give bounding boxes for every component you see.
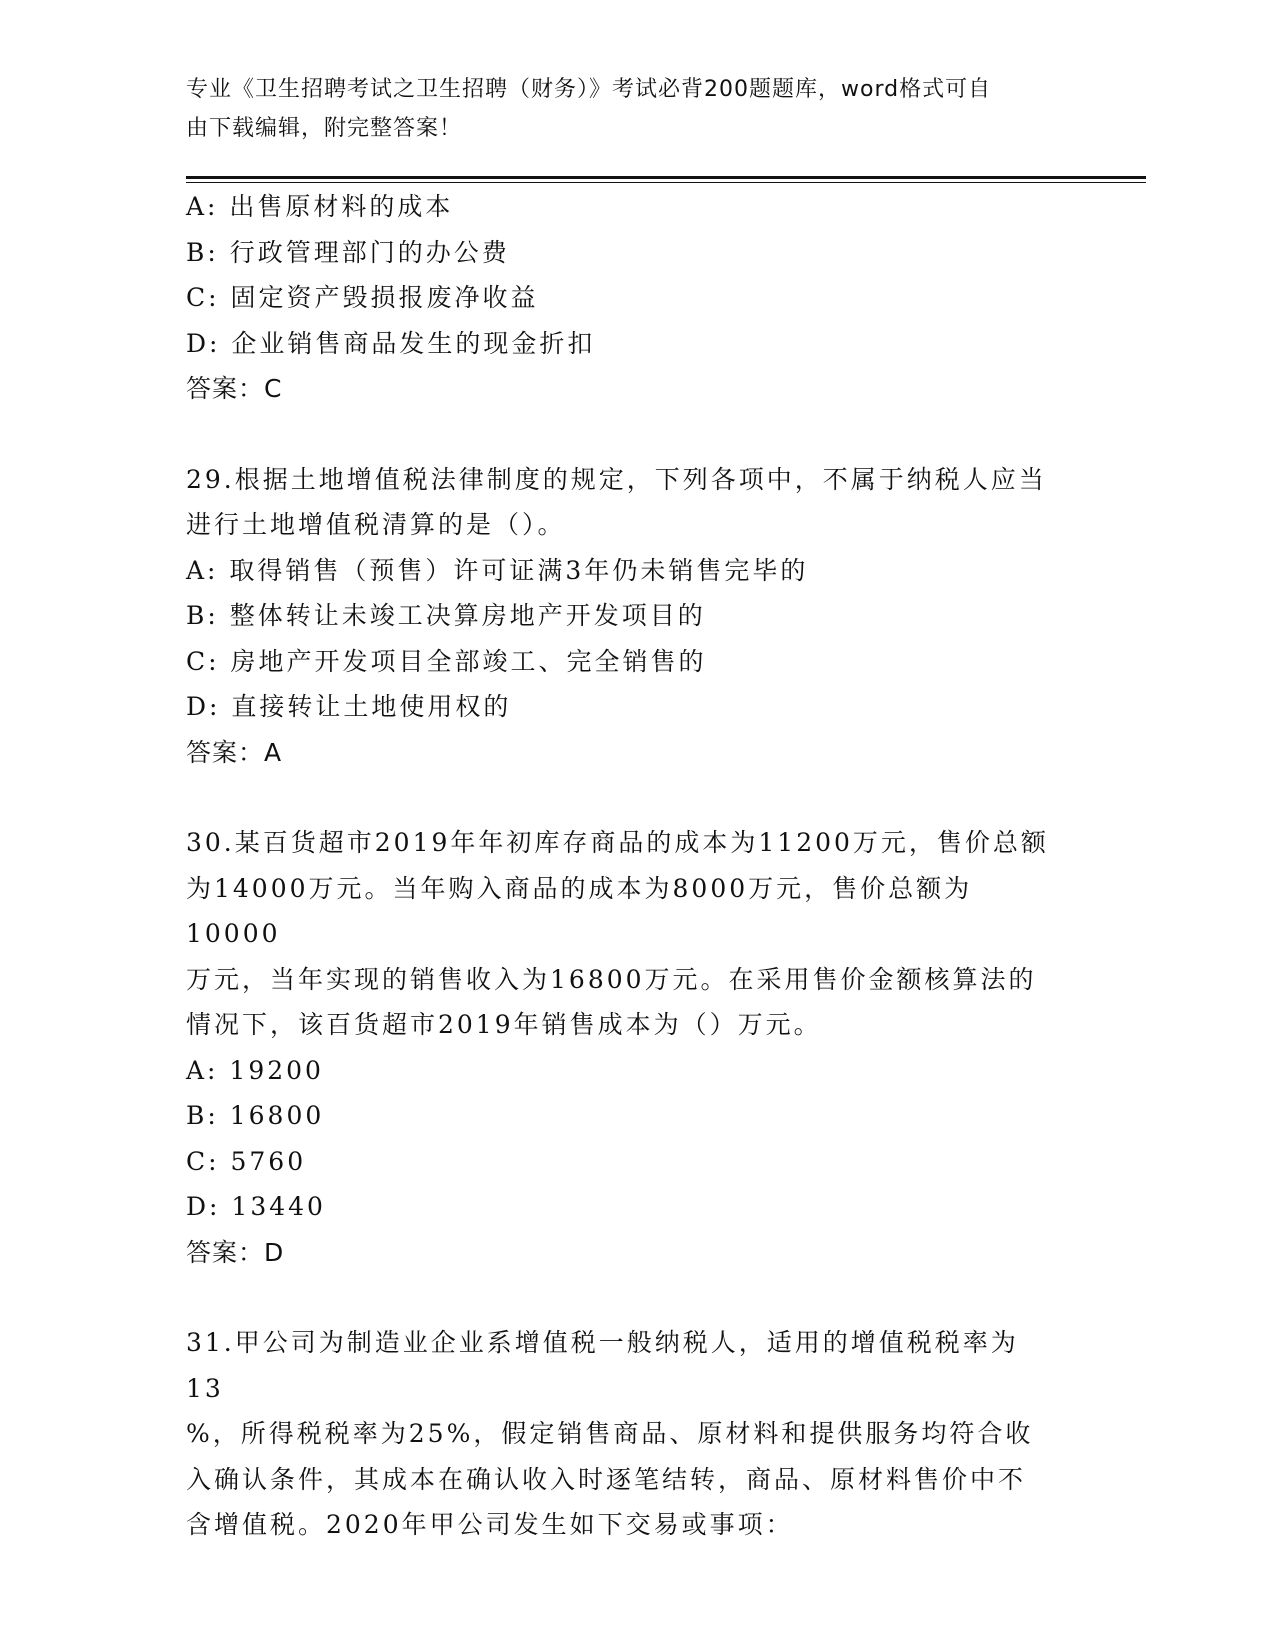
answer-line: 答案：C [186,374,283,403]
question-text-line: 31.甲公司为制造业企业系增值税一般纳税人，适用的增值税税率为13 [186,1328,1019,1403]
header-divider-thin [186,182,1146,183]
question-text-line: 进行土地增值税清算的是（）。 [186,510,566,539]
option-b: B: 行政管理部门的办公费 [186,237,510,267]
document-header [186,70,1066,148]
option-d: D: 直接转让土地使用权的 [186,692,512,721]
answer-line: 答案：D [186,1237,285,1267]
option-d: D: 企业销售商品发生的现金折扣 [186,328,596,358]
question-text-line: 情况下，该百货超市2019年销售成本为（）万元。 [186,1010,822,1039]
question-text-line: 30.某百货超市2019年年初库存商品的成本为11200万元，售价总额 [186,828,1049,857]
question-text [186,1320,1056,1548]
question-text-line: 含增值税。2020年甲公司发生如下交易或事项： [186,1510,794,1539]
question-text-line: 29.根据土地增值税法律制度的规定，下列各项中，不属于纳税人应当 [186,464,1047,494]
question-31 [186,1320,1076,1548]
header-divider-thick [186,176,1146,179]
option-b: B: 16800 [186,1101,325,1130]
question-text-line: 万元，当年实现的销售收入为16800万元。在采用售价金额核算法的 [186,964,1037,994]
option-c: C: 5760 [186,1146,307,1176]
option-c: C: 房地产开发项目全部竣工、完全销售的 [186,646,707,676]
question-28-continuation [186,184,1076,412]
header-line-1: 专业《卫生招聘考试之卫生招聘（财务）》考试必背200题题库，word格式可自 [186,77,992,102]
option-a: A: 19200 [186,1055,324,1085]
question-text-line: %，所得税税率为25%，假定销售商品、原材料和提供服务均符合收 [186,1419,1034,1448]
document-body [186,184,1076,1548]
option-a: A: 出售原材料的成本 [186,192,454,221]
question-text [186,820,1056,1048]
question-text [186,457,1056,548]
option-c: C: 固定资产毁损报废净收益 [186,283,539,312]
question-text-line: 为14000万元。当年购入商品的成本为8000万元，售价总额为10000 [186,873,973,948]
header-line-2: 由下载编辑，附完整答案！ [186,116,463,141]
option-b: B: 整体转让未竣工决算房地产开发项目的 [186,601,706,630]
question-text-line: 入确认条件，其成本在确认收入时逐笔结转，商品、原材料售价中不 [186,1464,1027,1494]
option-d: D: 13440 [186,1192,326,1221]
question-29 [186,457,1076,776]
option-a: A: 取得销售（预售）许可证满3年仍未销售完毕的 [186,555,809,585]
question-30 [186,820,1076,1275]
answer-line: 答案：A [186,737,283,767]
